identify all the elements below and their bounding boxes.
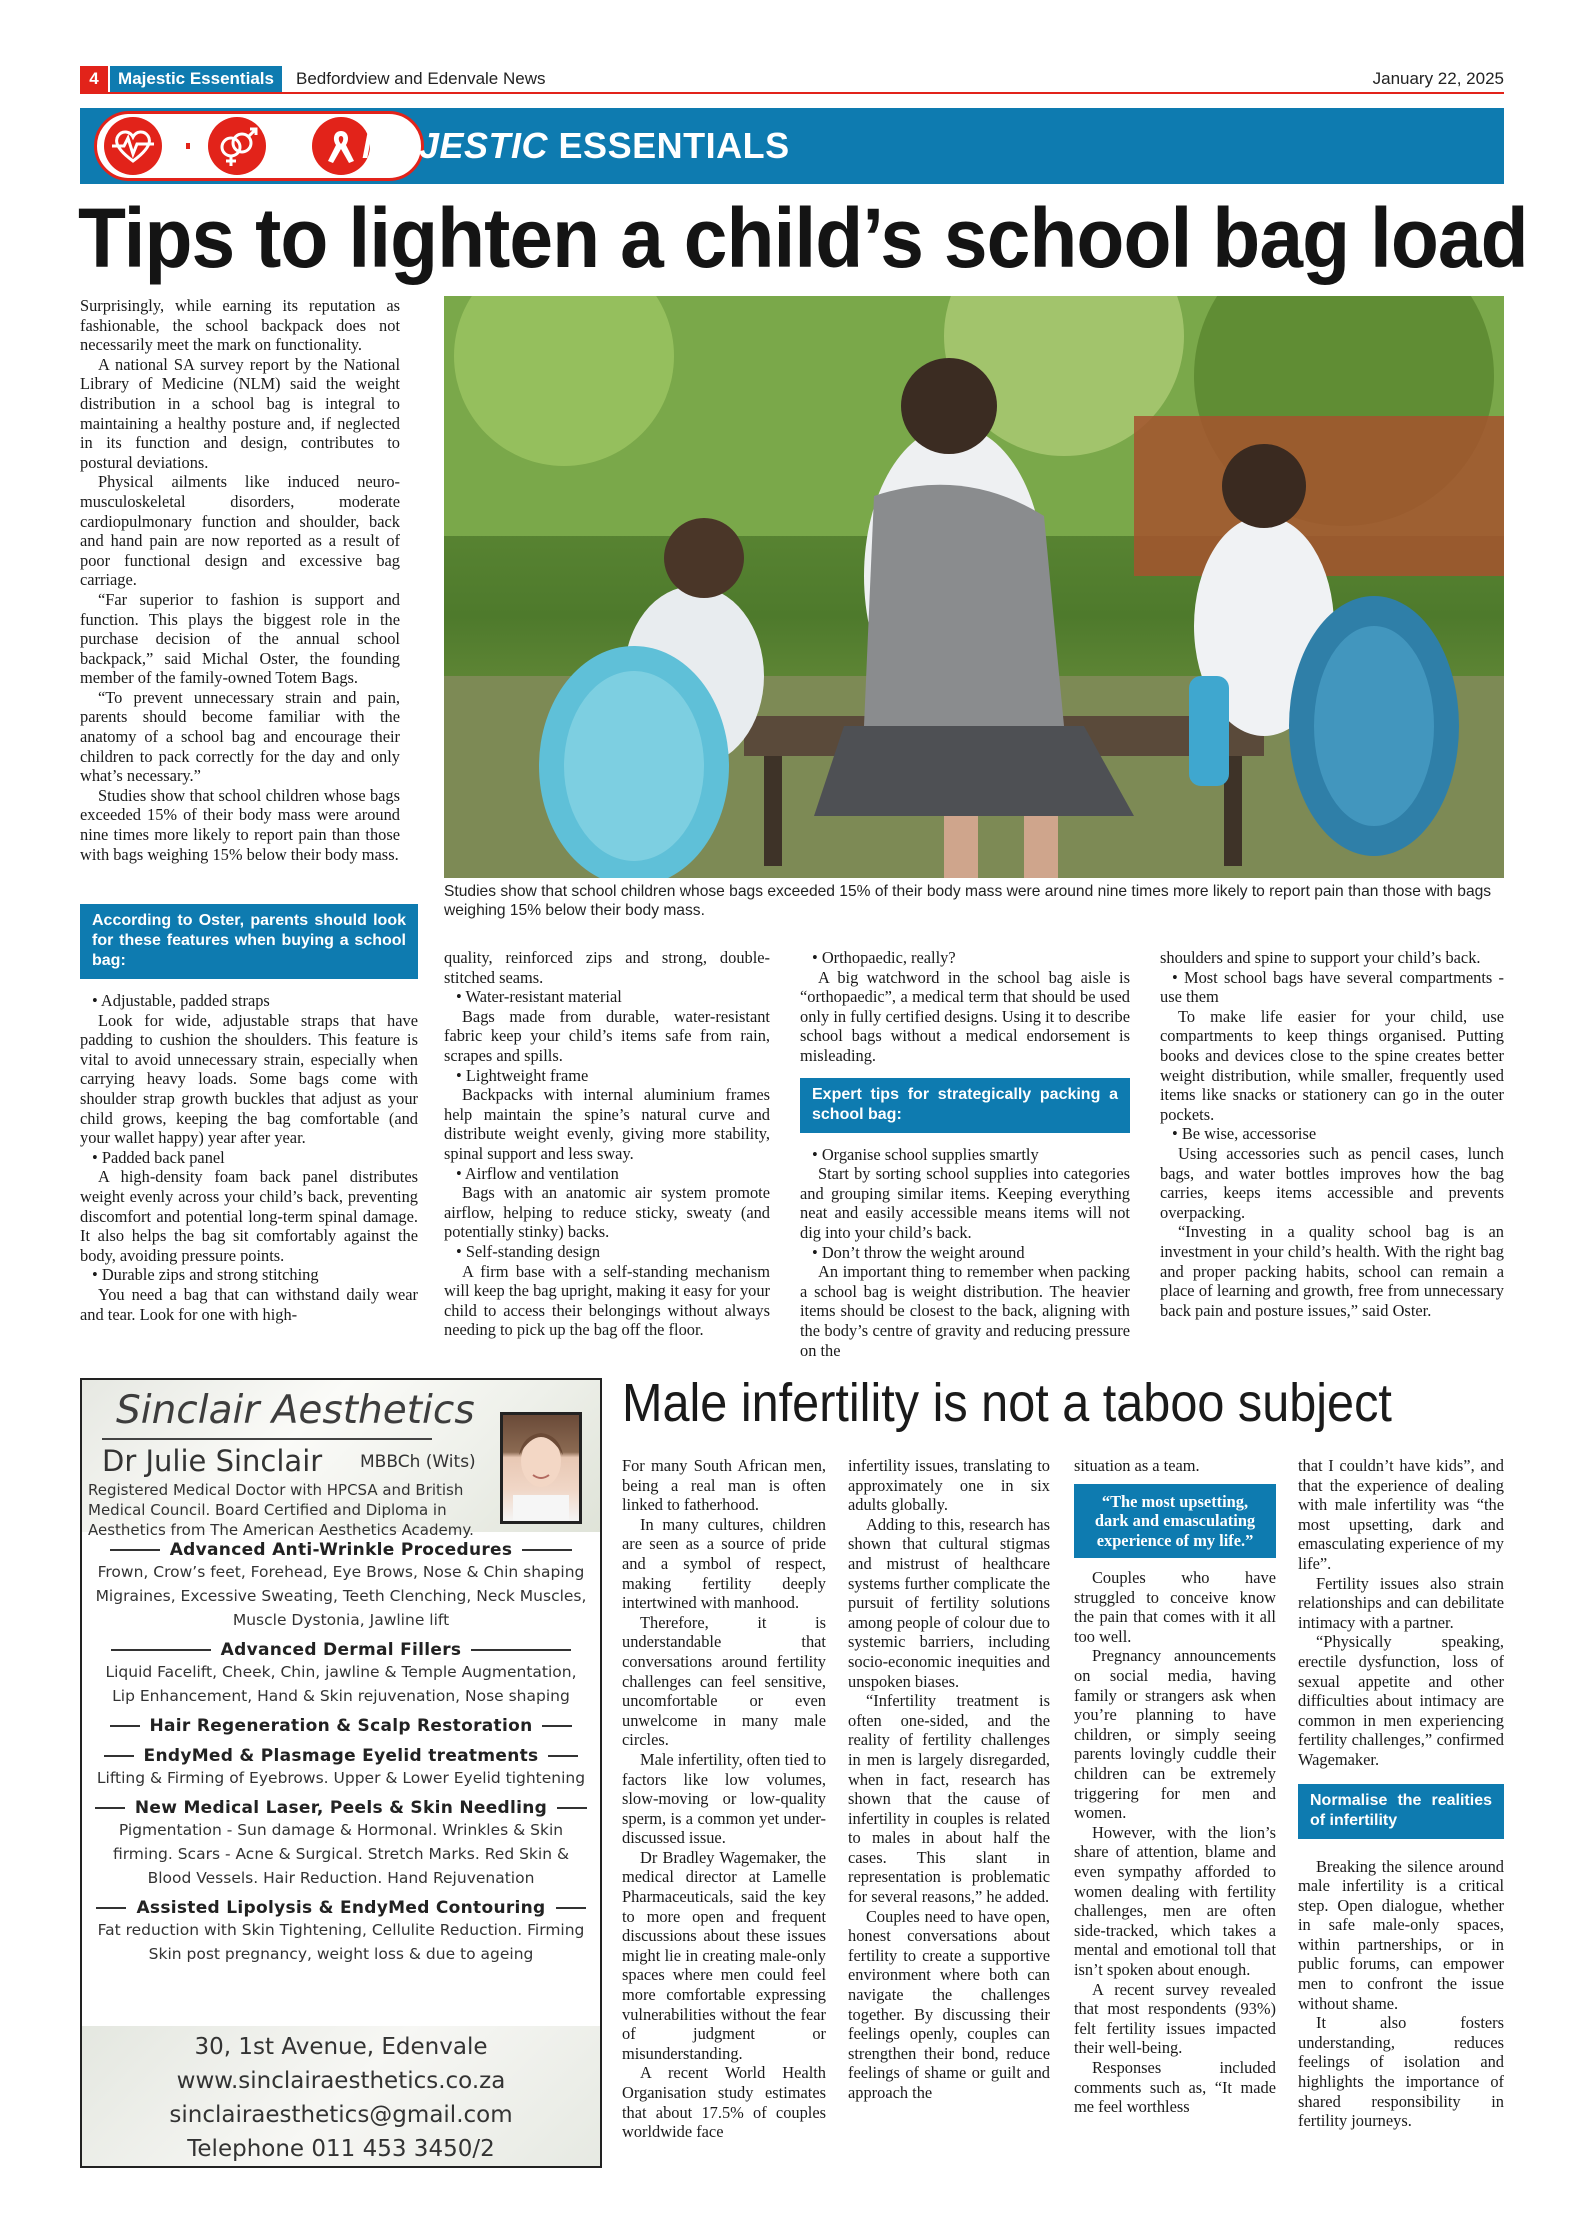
pull-quote: “The most upsetting, dark and emasculating experience of my life.” [1074,1484,1276,1559]
body-paragraph: Backpacks with internal aluminium frames help maintain the spine’s natural curve and distribute weight evenly, giving more stability, spinal support and less sway. [444,1085,770,1163]
contact-panel [82,2026,600,2168]
body-paragraph: “Physically speaking, erectile dysfunction, loss of sexual appetite and other difficulties about intimacy are common in men experiencing fertility challenges,” confirmed Wagemaker. [1298,1632,1504,1769]
lead-paragraph: “Far superior to fashion is support and function. This plays the biggest role in the purchase decision of the annual school backpack,” said Michal Oster, the founding member of the family-owned Totem Bags. [80,589,400,688]
section-banner [80,108,1504,184]
article2-column-2 [848,1456,1050,2103]
body-paragraph: Fertility issues also strain relationships and can debilitate intimacy with a partner. [1298,1573,1504,1632]
normalise-subhead: Normalise the realities of infertility [1298,1784,1504,1839]
body-paragraph: Couples who have struggled to conceive know the pain that comes with it all too well. [1074,1568,1276,1646]
body-paragraph: Bags with an anatomic air system promote airflow, helping to reduce sticky, sweaty (and potentially stinky) backs. [444,1183,770,1242]
service-block [82,1898,600,1966]
article2-column-3 [1074,1456,1276,2117]
lead-paragraph: “To prevent unnecessary strain and pain, parents should become familiar with the anatomy of a school bag and encourage their children to pack correctly for the day and only what’s necessary.” [80,687,400,786]
service-description: Lifting & Firming of Eyebrows. Upper & Lower Eyelid tightening [96,1769,586,1787]
body-paragraph: Couples need to have open, honest conversations about fertility to create a supportive environment where both can navigate the challenges together. By discussing their feelings openly, couples can strengthen their bond, reduce feelings of shame or guilt and approach the [848,1906,1050,2102]
body-paragraph: quality, reinforced zips and strong, double-stitched seams. [444,948,770,987]
service-block [82,1746,600,1790]
service-title: Advanced Anti-Wrinkle Procedures [169,1540,513,1560]
article-headline: Tips to lighten a child’s school bag load [78,191,1528,285]
body-paragraph: that I couldn’t have kids”, and that the experience of dealing with male infertility was “the most upsetting, dark and emasculating experience of my life”. [1298,1456,1504,1573]
article-photo [444,296,1504,878]
service-title: EndyMed & Plasmage Eyelid treatments [143,1746,539,1766]
article-column-3 [800,948,1130,1360]
service-title: Advanced Dermal Fillers [220,1640,462,1660]
body-paragraph: Male infertility, often tied to factors like low volumes, slow-moving or low-quality sperm, is a common yet under-discussed issue. [622,1749,827,1848]
article2-headline: Male infertility is not a taboo subject [622,1373,1392,1433]
body-paragraph: infertility issues, translating to approximately one in six adults globally. [848,1456,1050,1515]
body-paragraph: “Investing in a quality school bag is an investment in your child’s health. With the right bag and proper packing habits, school can remain a place of learning and growth, free from unnecessary back pain and posture issues,” said Oster. [1160,1222,1504,1320]
email-link[interactable]: sinclairaesthetics@gmail.com [169,2102,513,2128]
body-paragraph: In many cultures, children are seen as a source of pride and a symbol of respect, making fertility deeply intertwined with manhood. [622,1514,826,1613]
body-paragraph: Therefore, it is understandable that conversations around fertility challenges can feel sensitive, uncomfortable or even unwelcome in many male circles. [622,1612,826,1750]
bullet-heading: • Organise school supplies smartly [812,1144,1039,1164]
bullet-heading: • Adjustable, padded straps [92,991,270,1010]
body-paragraph: It also fosters understanding, reduces feelings of isolation and highlights the importance of shared responsibility in fertility journeys. [1298,2013,1504,2131]
bullet-heading: • Be wise, accessorise [1172,1124,1317,1144]
service-block [82,1798,600,1890]
body-paragraph: An important thing to remember when packing a school bag is weight distribution. The heavier items should be closest to the back, aligning with the body’s centre of gravity and reducing pressure on the [800,1262,1130,1360]
body-paragraph: Pregnancy announcements on social media, having family or strangers ask when you’re planning to have children, or simply seeing parents lovingly cuddle their children can be extremely triggering for men and women. [1074,1646,1276,1823]
doctor-credentials: Registered Medical Doctor with HPCSA and British Medical Council. Board Certified and Diploma in Aesthetics from The American Aesthetics Academy. [88,1481,474,1539]
body-paragraph: Start by sorting school supplies into categories and grouping similar items. Keeping everything neat and easily accessible means items will not dig into your child’s back. [800,1164,1130,1242]
body-paragraph: Bags made from durable, water-resistant fabric keep your child’s items safe from rain, scrapes and spills. [444,1006,770,1065]
body-paragraph: A recent World Health Organisation study estimates that about 17.5% of couples worldwide face [622,2063,826,2142]
body-paragraph: shoulders and spine to support your child’s back. [1160,948,1481,967]
body-paragraph: “Infertility treatment is often one-sided, and the reality of fertility challenges in men is largely disregarded, when in fact, research has shown that the cause of infertility in couples is related to males in about half the cases. This slant in representation is problematic for several reasons,” he added. [848,1691,1050,1907]
advert-sinclair-aesthetics [80,1378,602,2168]
body-paragraph: A recent survey revealed that most respondents (93%) felt fertility issues impacted their well-being. [1074,1979,1276,2058]
lead-paragraph: A national SA survey report by the National Library of Medicine (NLM) said the weight distribution in a school bag is integral to maintaining a healthy posture and, if neglected in its function and design, contributes to postural deviations. [80,354,400,472]
body-paragraph: A firm base with a self-standing mechanism will keep the bag upright, making it easy for your child to access their belongings without always needing to pick up the bag off the floor. [444,1261,770,1340]
body-paragraph: Breaking the silence around male infertility is a critical step. Open dialogue, whether in safe male-only spaces, within partnerships, or in public forums, can empower men to confront the issue without shame. [1298,1856,1504,2013]
body-paragraph: Look for wide, adjustable straps that have padding to cushion the shoulders. This feature is vital to avoid unnecessary strain, especially when carrying heavy loads. Some bags come with shoulder strap growth buckles that adjust as your child grows, keeping the bag comfortable (and your wallet happy) year after year. [80,1010,418,1148]
lead-paragraph: Physical ailments like induced neuro-musculoskeletal disorders, moderate cardiopulmonary function and shoulder, back and hand pain are now reported as a result of poor functional design and excessive bag carriage. [80,472,400,590]
service-title: New Medical Laser, Peels & Skin Needling [134,1798,548,1818]
bullet-heading: • Durable zips and strong stitching [92,1265,319,1285]
features-subhead: According to Oster, parents should look for these features when buying a school bag: [80,904,418,979]
heartbeat-icon [104,117,162,175]
bullet-heading: • Lightweight frame [456,1065,589,1085]
body-paragraph: However, with the lion’s share of attention, blame and even sympathy afforded to women dealing with fertility challenges, men are often side-tracked, which takes a mental and emotional toll that isn’t spoken about enough. [1074,1822,1276,1979]
service-description: Frown, Crow’s feet, Forehead, Eye Brows, Nose & Chin shaping Migraines, Excessive Sweating, Teeth Clenching, Neck Muscles, Muscle Dystonia, Jawline lift [95,1563,587,1629]
body-paragraph: situation as a team. [1074,1456,1200,1475]
service-title: Hair Regeneration & Scalp Restoration [149,1716,533,1736]
lead-paragraph: Studies show that school children whose bags exceeded 15% of their body mass were around nine times more likely to report pain than those with bags weighing 15% below their body mass. [80,785,400,864]
article2-column-4 [1298,1456,1504,2131]
article-column-1 [80,898,418,1324]
bullet-heading: • Padded back panel [92,1147,225,1167]
banner-title-italic: MAJESTIC [362,125,549,166]
banner-title-rest: ESSENTIALS [558,125,790,166]
body-paragraph: To make life easier for your child, use compartments to keep things organised. Putting books and devices close to the spine creates better weight distribution, while smaller, frequently used items like snacks or stationery can go in the outer pockets. [1160,1006,1504,1124]
bullet-heading: • Don’t throw the weight around [812,1242,1025,1262]
service-block [82,1716,600,1736]
body-paragraph: Responses included comments such as, “It made me feel worthless [1074,2057,1276,2117]
body-paragraph: For many South African men, being a real man is often linked to fatherhood. [622,1456,826,1515]
header-rule [80,92,1504,94]
section-tab: Majestic Essentials [110,66,282,92]
body-paragraph: Dr Bradley Wagemaker, the medical director at Lamelle Pharmaceuticals, said the key to more open and frequent discussions about these issues might lie in creating male-only spaces where men could feel more comfortable expressing vulnerabilities without the fear of judgment or misunderstanding. [622,1847,826,2063]
banner-title [362,124,790,168]
page-header [80,66,1504,94]
bullet-heading: • Airflow and ventilation [456,1163,619,1183]
website-link[interactable]: www.sinclairaesthetics.co.za [176,2068,506,2094]
body-paragraph: Using accessories such as pencil cases, lunch bags, and water bottles improves how the bag carries, keeps items accessible and prevents overpacking. [1160,1143,1504,1222]
gender-symbols-icon [208,117,266,175]
service-block [82,1540,600,1632]
bullet-heading: • Orthopaedic, really? [812,948,956,967]
service-block [82,1640,600,1708]
service-description: Liquid Facelift, Cheek, Chin, jawline & Temple Augmentation, Lip Enhancement, Hand & Skin rejuvenation, Nose shaping [105,1663,577,1705]
phone-number: Telephone 011 453 3450/2 [187,2136,495,2162]
page-number: 4 [80,66,108,92]
doctor-name: Dr Julie Sinclair [102,1444,323,1478]
body-paragraph: You need a bag that can withstand daily wear and tear. Look for one with high- [80,1284,418,1324]
issue-date: January 22, 2025 [1372,69,1504,88]
service-description: Fat reduction with Skin Tightening, Cellulite Reduction. Firming Skin post pregnancy, weight loss & due to ageing [97,1921,585,1963]
address: 30, 1st Avenue, Edenvale [194,2034,488,2060]
photo-caption: Studies show that school children whose bags exceeded 15% of their body mass were around nine times more likely to report pain than those with bags weighing 15% below their body mass. [444,883,1492,919]
body-paragraph: Adding to this, research has shown that cultural stigmas and mistrust of healthcare systems further complicate the pursuit of fertility solutions among people of colour due to systemic barriers, including socio-economic inequities and unspoken biases. [848,1514,1050,1691]
bullet-heading: • Most school bags have several compartments - use them [1160,967,1504,1007]
publication-name: Bedfordview and Edenvale News [296,69,546,88]
business-name: Sinclair Aesthetics [116,1388,475,1433]
article-column-2 [444,948,770,1340]
service-list [82,1540,600,1966]
bullet-heading: • Self-standing design [456,1241,601,1261]
article2-column-1 [622,1456,826,2142]
service-title: Assisted Lipolysis & EndyMed Contouring [136,1898,546,1918]
packing-tips-subhead: Expert tips for strategically packing a school bag: [800,1078,1130,1133]
service-description: Pigmentation - Sun damage & Hormonal. Wrinkles & Skin firming. Scars - Acne & Surgical. Stretch Marks. Red Skin & Blood Vessels. Hair Reduction. Hand Rejuvenation [112,1821,570,1887]
bullet-heading: • Water-resistant material [456,987,622,1007]
doctor-portrait [500,1412,582,1524]
body-paragraph: A high-density foam back panel distributes weight evenly across your child’s back, preventing discomfort and potential long-term spinal damage. It also helps the bag sit comfortably against the body, avoiding pressure points. [80,1167,418,1265]
article-lead-column [80,296,400,864]
article-column-4 [1160,948,1504,1320]
body-paragraph: A big watchword in the school bag aisle is “orthopaedic”, a medical term that should be used only in fully certified designs. Using it to describe school bags without a medical endorsement is misleading. [800,967,1130,1065]
doctor-qualification: MBBCh (Wits) [360,1452,476,1472]
lead-paragraph: Surprisingly, while earning its reputation as fashionable, the school backpack does not necessarily meet the mark on functionality. [80,296,400,355]
